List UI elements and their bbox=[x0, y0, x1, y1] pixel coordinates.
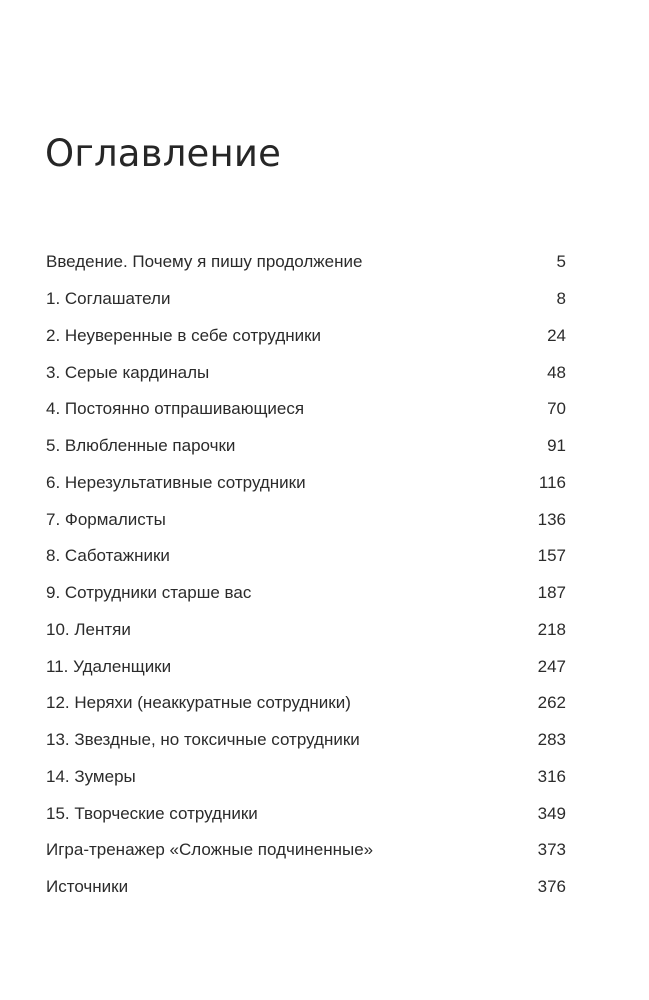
toc-entry bbox=[46, 538, 566, 575]
toc-entry-page: 136 bbox=[537, 509, 566, 529]
toc-entry bbox=[46, 869, 566, 906]
toc-entry-page: 24 bbox=[547, 325, 566, 345]
toc-entry-page: 48 bbox=[547, 362, 566, 382]
toc-entry-label: 12. Неряхи (неаккуратные сотрудники) bbox=[46, 693, 351, 713]
toc-entry bbox=[46, 465, 566, 502]
toc-entry-page: 349 bbox=[537, 803, 566, 823]
toc-entry-page: 91 bbox=[547, 436, 566, 456]
toc-entry bbox=[46, 244, 566, 281]
toc-entry-page: 187 bbox=[537, 583, 566, 603]
toc-entry-page: 218 bbox=[537, 619, 566, 639]
toc-entry bbox=[46, 318, 566, 355]
toc-entry bbox=[46, 759, 566, 796]
toc-entry bbox=[46, 501, 566, 538]
toc-entry bbox=[46, 685, 566, 722]
toc-entry-label: Источники bbox=[46, 877, 129, 897]
toc-entry bbox=[46, 281, 566, 318]
toc-entry bbox=[46, 354, 566, 391]
toc-entry-label: 2. Неуверенные в себе сотрудники bbox=[46, 325, 322, 345]
page-title: Оглавление bbox=[45, 132, 282, 175]
toc-entry-label: 10. Лентяи bbox=[46, 619, 131, 639]
toc-entry-label: 15. Творческие сотрудники bbox=[46, 803, 258, 823]
toc-entry bbox=[46, 575, 566, 612]
toc-entry-page: 283 bbox=[537, 730, 566, 750]
toc-entry-page: 376 bbox=[537, 877, 566, 897]
toc-entry-label: 11. Удаленщики bbox=[46, 656, 172, 676]
toc-entry bbox=[46, 391, 566, 428]
toc-entry-label: 9. Сотрудники старше вас bbox=[46, 583, 252, 603]
toc-entry-page: 316 bbox=[537, 766, 566, 786]
toc-entry-label: 3. Серые кардиналы bbox=[46, 362, 210, 382]
toc-entry-page: 157 bbox=[537, 546, 566, 566]
toc-entry-label: 13. Звездные, но токсичные сотрудники bbox=[46, 730, 360, 750]
toc-entry bbox=[46, 832, 566, 869]
toc-entry-label: Введение. Почему я пишу продолжение bbox=[46, 252, 363, 272]
table-of-contents bbox=[46, 244, 566, 906]
toc-entry-label: 14. Зумеры bbox=[46, 766, 136, 786]
toc-entry bbox=[46, 795, 566, 832]
toc-entry-page: 70 bbox=[547, 399, 566, 419]
toc-entry bbox=[46, 648, 566, 685]
toc-entry-page: 8 bbox=[556, 289, 566, 309]
toc-entry-page: 262 bbox=[537, 693, 566, 713]
toc-entry-label: 6. Нерезультативные сотрудники bbox=[46, 472, 306, 492]
toc-entry-page: 247 bbox=[537, 656, 566, 676]
toc-entry-label: 1. Соглашатели bbox=[46, 289, 171, 309]
toc-entry bbox=[46, 722, 566, 759]
toc-entry-label: 7. Формалисты bbox=[46, 509, 166, 529]
toc-entry-page: 5 bbox=[556, 252, 566, 272]
toc-entry bbox=[46, 612, 566, 649]
toc-entry bbox=[46, 428, 566, 465]
toc-entry-label: 8. Саботажники bbox=[46, 546, 170, 566]
toc-entry-label: 5. Влюбленные парочки bbox=[46, 436, 236, 456]
toc-entry-label: 4. Постоянно отпрашивающиеся bbox=[46, 399, 305, 419]
toc-entry-page: 373 bbox=[537, 840, 566, 860]
toc-entry-label: Игра-тренажер «Сложные подчиненные» bbox=[46, 840, 374, 860]
toc-entry-page: 116 bbox=[538, 472, 566, 492]
